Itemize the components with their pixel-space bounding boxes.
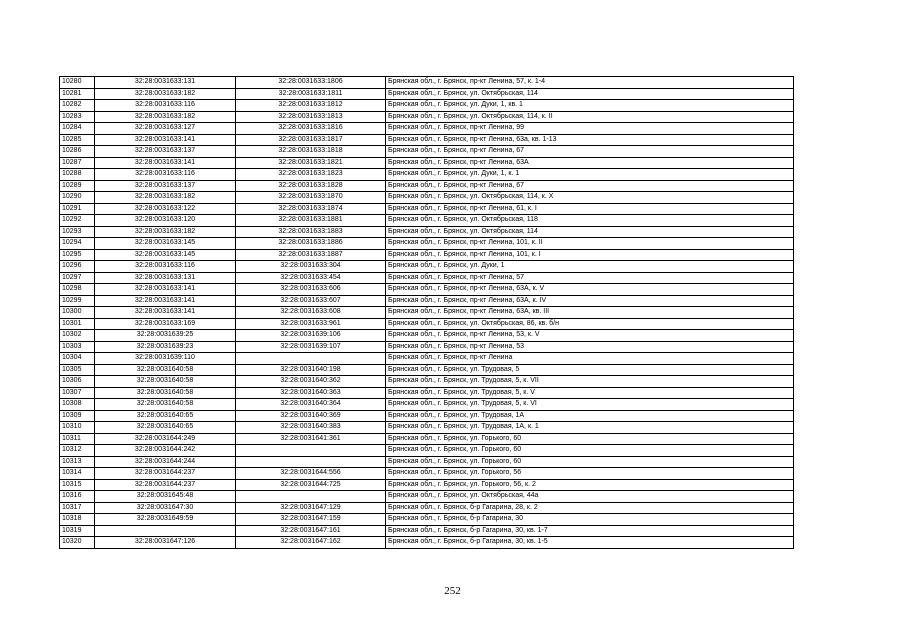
source-parcel-cell: 32:28:0031639:110	[95, 353, 236, 365]
table-row	[60, 295, 794, 307]
address-cell: Брянская обл., г. Брянск, ул. Горького, 60	[386, 445, 794, 457]
cadastral-number-cell: 32:28:0031633:1806	[236, 77, 386, 89]
address-cell: Брянская обл., г. Брянск, ул. Октябрьская, 86, кв. б/н	[386, 318, 794, 330]
row-number-cell: 10287	[60, 157, 95, 169]
row-number-cell: 10289	[60, 180, 95, 192]
address-cell: Брянская обл., г. Брянск, пр-кт Ленина, 63А, к. V	[386, 284, 794, 296]
row-number-cell: 10313	[60, 456, 95, 468]
row-number-cell: 10308	[60, 399, 95, 411]
cadastral-number-cell: 32:28:0031633:1881	[236, 215, 386, 227]
row-number-cell: 10292	[60, 215, 95, 227]
cadastral-number-cell: 32:28:0031633:1823	[236, 169, 386, 181]
row-number-cell: 10283	[60, 111, 95, 123]
table-row	[60, 203, 794, 215]
table-row	[60, 272, 794, 284]
source-parcel-cell: 32:28:0031633:137	[95, 146, 236, 158]
address-cell: Брянская обл., г. Брянск, ул. Горького, 60	[386, 433, 794, 445]
table-row	[60, 88, 794, 100]
row-number-cell: 10320	[60, 537, 95, 549]
table-row	[60, 157, 794, 169]
address-cell: Брянская обл., г. Брянск, ул. Горького, 56	[386, 468, 794, 480]
cadastral-number-cell: 32:28:0031633:1883	[236, 226, 386, 238]
row-number-cell: 10311	[60, 433, 95, 445]
source-parcel-cell: 32:28:0031633:120	[95, 215, 236, 227]
row-number-cell: 10282	[60, 100, 95, 112]
source-parcel-cell: 32:28:0031640:58	[95, 399, 236, 411]
source-parcel-cell: 32:28:0031633:141	[95, 134, 236, 146]
source-parcel-cell: 32:28:0031647:126	[95, 537, 236, 549]
address-cell: Брянская обл., г. Брянск, пр-кт Ленина, 63А, к. IV	[386, 295, 794, 307]
cadastral-number-cell: 32:28:0031633:1887	[236, 249, 386, 261]
address-cell: Брянская обл., г. Брянск, пр-кт Ленина, 63А, кв. III	[386, 307, 794, 319]
address-cell: Брянская обл., г. Брянск, ул. Трудовая, 5, к. VII	[386, 376, 794, 388]
row-number-cell: 10315	[60, 479, 95, 491]
source-parcel-cell: 32:28:0031633:141	[95, 157, 236, 169]
row-number-cell: 10318	[60, 514, 95, 526]
row-number-cell: 10305	[60, 364, 95, 376]
address-cell: Брянская обл., г. Брянск, пр-кт Ленина, 53	[386, 341, 794, 353]
cadastral-number-cell: 32:28:0031633:1886	[236, 238, 386, 250]
table-row	[60, 491, 794, 503]
row-number-cell: 10319	[60, 525, 95, 537]
cadastral-number-cell: 32:28:0031633:1874	[236, 203, 386, 215]
row-number-cell: 10290	[60, 192, 95, 204]
source-parcel-cell: 32:28:0031644:249	[95, 433, 236, 445]
row-number-cell: 10299	[60, 295, 95, 307]
table-row	[60, 146, 794, 158]
cadastral-number-cell	[236, 445, 386, 457]
address-cell: Брянская обл., г. Брянск, ул. Дуки, 1, к. 1	[386, 169, 794, 181]
cadastral-number-cell: 32:28:0031647:162	[236, 537, 386, 549]
source-parcel-cell: 32:28:0031649:59	[95, 514, 236, 526]
address-cell: Брянская обл., г. Брянск, б-р Гагарина, 28, к. 2	[386, 502, 794, 514]
cadastral-number-cell: 32:28:0031633:1818	[236, 146, 386, 158]
source-parcel-cell: 32:28:0031633:182	[95, 111, 236, 123]
address-cell: Брянская обл., г. Брянск, пр-кт Ленина	[386, 353, 794, 365]
source-parcel-cell: 32:28:0031633:116	[95, 261, 236, 273]
address-cell: Брянская обл., г. Брянск, ул. Трудовая, 1А, к. 1	[386, 422, 794, 434]
registry-table-body	[60, 77, 794, 549]
source-parcel-cell: 32:28:0031640:58	[95, 376, 236, 388]
cadastral-number-cell: 32:28:0031639:106	[236, 330, 386, 342]
row-number-cell: 10306	[60, 376, 95, 388]
table-row	[60, 422, 794, 434]
source-parcel-cell: 32:28:0031633:141	[95, 284, 236, 296]
cadastral-number-cell: 32:28:0031641:361	[236, 433, 386, 445]
row-number-cell: 10294	[60, 238, 95, 250]
table-row	[60, 364, 794, 376]
row-number-cell: 10281	[60, 88, 95, 100]
source-parcel-cell	[95, 525, 236, 537]
source-parcel-cell: 32:28:0031633:145	[95, 249, 236, 261]
cadastral-number-cell: 32:28:0031640:364	[236, 399, 386, 411]
table-row	[60, 261, 794, 273]
table-row	[60, 226, 794, 238]
source-parcel-cell: 32:28:0031633:137	[95, 180, 236, 192]
row-number-cell: 10280	[60, 77, 95, 89]
source-parcel-cell: 32:28:0031633:169	[95, 318, 236, 330]
address-cell: Брянская обл., г. Брянск, ул. Горького, 60	[386, 456, 794, 468]
row-number-cell: 10317	[60, 502, 95, 514]
table-row	[60, 249, 794, 261]
source-parcel-cell: 32:28:0031633:131	[95, 272, 236, 284]
cadastral-number-cell: 32:28:0031633:1870	[236, 192, 386, 204]
source-parcel-cell: 32:28:0031644:244	[95, 456, 236, 468]
row-number-cell: 10297	[60, 272, 95, 284]
cadastral-number-cell: 32:28:0031633:608	[236, 307, 386, 319]
row-number-cell: 10300	[60, 307, 95, 319]
row-number-cell: 10302	[60, 330, 95, 342]
source-parcel-cell: 32:28:0031633:127	[95, 123, 236, 135]
cadastral-number-cell: 32:28:0031640:369	[236, 410, 386, 422]
table-row	[60, 479, 794, 491]
row-number-cell: 10303	[60, 341, 95, 353]
row-number-cell: 10301	[60, 318, 95, 330]
table-row	[60, 445, 794, 457]
source-parcel-cell: 32:28:0031644:237	[95, 468, 236, 480]
address-cell: Брянская обл., г. Брянск, пр-кт Ленина, 67	[386, 180, 794, 192]
address-cell: Брянская обл., г. Брянск, пр-кт Ленина, 101, к. II	[386, 238, 794, 250]
cadastral-number-cell: 32:28:0031647:129	[236, 502, 386, 514]
row-number-cell: 10304	[60, 353, 95, 365]
page-number: 252	[444, 585, 461, 597]
cadastral-number-cell	[236, 491, 386, 503]
cadastral-number-cell: 32:28:0031639:107	[236, 341, 386, 353]
table-row	[60, 399, 794, 411]
table-row	[60, 433, 794, 445]
address-cell: Брянская обл., г. Брянск, ул. Трудовая, 1А	[386, 410, 794, 422]
table-row	[60, 134, 794, 146]
cadastral-number-cell: 32:28:0031633:1828	[236, 180, 386, 192]
table-row	[60, 525, 794, 537]
table-row	[60, 123, 794, 135]
table-row	[60, 468, 794, 480]
cadastral-number-cell: 32:28:0031633:1817	[236, 134, 386, 146]
cadastral-number-cell: 32:28:0031633:1821	[236, 157, 386, 169]
address-cell: Брянская обл., г. Брянск, ул. Октябрьская, 118	[386, 215, 794, 227]
address-cell: Брянская обл., г. Брянск, ул. Трудовая, 5	[386, 364, 794, 376]
row-number-cell: 10309	[60, 410, 95, 422]
address-cell: Брянская обл., г. Брянск, пр-кт Ленина, 57	[386, 272, 794, 284]
row-number-cell: 10288	[60, 169, 95, 181]
row-number-cell: 10286	[60, 146, 95, 158]
source-parcel-cell: 32:28:0031647:30	[95, 502, 236, 514]
cadastral-number-cell: 32:28:0031633:304	[236, 261, 386, 273]
cadastral-number-cell: 32:28:0031640:383	[236, 422, 386, 434]
cadastral-number-cell: 32:28:0031633:1813	[236, 111, 386, 123]
address-cell: Брянская обл., г. Брянск, ул. Октябрьская, 114	[386, 88, 794, 100]
address-cell: Брянская обл., г. Брянск, ул. Трудовая, 5, к. V	[386, 387, 794, 399]
table-row	[60, 100, 794, 112]
source-parcel-cell: 32:28:0031633:182	[95, 192, 236, 204]
cadastral-number-cell: 32:28:0031647:159	[236, 514, 386, 526]
row-number-cell: 10310	[60, 422, 95, 434]
table-row	[60, 502, 794, 514]
table-row	[60, 330, 794, 342]
row-number-cell: 10296	[60, 261, 95, 273]
cadastral-number-cell: 32:28:0031640:198	[236, 364, 386, 376]
source-parcel-cell: 32:28:0031640:65	[95, 410, 236, 422]
row-number-cell: 10307	[60, 387, 95, 399]
row-number-cell: 10312	[60, 445, 95, 457]
cadastral-number-cell: 32:28:0031640:363	[236, 387, 386, 399]
table-row	[60, 353, 794, 365]
table-row	[60, 387, 794, 399]
registry-table	[59, 76, 794, 549]
source-parcel-cell: 32:28:0031633:141	[95, 295, 236, 307]
address-cell: Брянская обл., г. Брянск, пр-кт Ленина, 57, к. 1-4	[386, 77, 794, 89]
address-cell: Брянская обл., г. Брянск, пр-кт Ленина, 63А	[386, 157, 794, 169]
table-row	[60, 192, 794, 204]
row-number-cell: 10291	[60, 203, 95, 215]
address-cell: Брянская обл., г. Брянск, пр-кт Ленина, 53, к. V	[386, 330, 794, 342]
address-cell: Брянская обл., г. Брянск, пр-кт Ленина, 101, к. I	[386, 249, 794, 261]
cadastral-number-cell: 32:28:0031633:606	[236, 284, 386, 296]
cadastral-number-cell: 32:28:0031633:1816	[236, 123, 386, 135]
address-cell: Брянская обл., г. Брянск, б-р Гагарина, 30, кв. 1-7	[386, 525, 794, 537]
table-row	[60, 537, 794, 549]
address-cell: Брянская обл., г. Брянск, б-р Гагарина, 30	[386, 514, 794, 526]
table-row	[60, 169, 794, 181]
row-number-cell: 10298	[60, 284, 95, 296]
source-parcel-cell: 32:28:0031640:65	[95, 422, 236, 434]
cadastral-number-cell: 32:28:0031644:556	[236, 468, 386, 480]
table-row	[60, 318, 794, 330]
cadastral-number-cell	[236, 456, 386, 468]
address-cell: Брянская обл., г. Брянск, б-р Гагарина, 30, кв. 1-5	[386, 537, 794, 549]
source-parcel-cell: 32:28:0031633:116	[95, 169, 236, 181]
row-number-cell: 10293	[60, 226, 95, 238]
source-parcel-cell: 32:28:0031640:58	[95, 387, 236, 399]
row-number-cell: 10295	[60, 249, 95, 261]
cadastral-number-cell: 32:28:0031647:161	[236, 525, 386, 537]
source-parcel-cell: 32:28:0031645:48	[95, 491, 236, 503]
address-cell: Брянская обл., г. Брянск, пр-кт Ленина, 67	[386, 146, 794, 158]
address-cell: Брянская обл., г. Брянск, ул. Дуки, 1, кв. 1	[386, 100, 794, 112]
cadastral-number-cell: 32:28:0031644:725	[236, 479, 386, 491]
source-parcel-cell: 32:28:0031644:237	[95, 479, 236, 491]
cadastral-number-cell: 32:28:0031633:1811	[236, 88, 386, 100]
cadastral-number-cell: 32:28:0031640:362	[236, 376, 386, 388]
source-parcel-cell: 32:28:0031633:122	[95, 203, 236, 215]
source-parcel-cell: 32:28:0031633:116	[95, 100, 236, 112]
address-cell: Брянская обл., г. Брянск, ул. Октябрьская, 114	[386, 226, 794, 238]
table-row	[60, 238, 794, 250]
source-parcel-cell: 32:28:0031633:131	[95, 77, 236, 89]
source-parcel-cell: 32:28:0031639:23	[95, 341, 236, 353]
table-row	[60, 111, 794, 123]
address-cell: Брянская обл., г. Брянск, ул. Дуки, 1	[386, 261, 794, 273]
source-parcel-cell: 32:28:0031633:145	[95, 238, 236, 250]
row-number-cell: 10314	[60, 468, 95, 480]
table-row	[60, 284, 794, 296]
cadastral-number-cell: 32:28:0031633:607	[236, 295, 386, 307]
address-cell: Брянская обл., г. Брянск, пр-кт Ленина, 63а, кв. 1-13	[386, 134, 794, 146]
table-row	[60, 376, 794, 388]
address-cell: Брянская обл., г. Брянск, пр-кт Ленина, 61, к. I	[386, 203, 794, 215]
address-cell: Брянская обл., г. Брянск, ул. Горького, 56, к. 2	[386, 479, 794, 491]
address-cell: Брянская обл., г. Брянск, ул. Октябрьская, 114, к. II	[386, 111, 794, 123]
address-cell: Брянская обл., г. Брянск, ул. Трудовая, 5, к. VI	[386, 399, 794, 411]
source-parcel-cell: 32:28:0031633:182	[95, 226, 236, 238]
address-cell: Брянская обл., г. Брянск, пр-кт Ленина, 99	[386, 123, 794, 135]
table-row	[60, 180, 794, 192]
source-parcel-cell: 32:28:0031633:182	[95, 88, 236, 100]
cadastral-number-cell	[236, 353, 386, 365]
table-row	[60, 215, 794, 227]
table-row	[60, 514, 794, 526]
source-parcel-cell: 32:28:0031633:141	[95, 307, 236, 319]
row-number-cell: 10285	[60, 134, 95, 146]
source-parcel-cell: 32:28:0031639:25	[95, 330, 236, 342]
cadastral-number-cell: 32:28:0031633:961	[236, 318, 386, 330]
cadastral-number-cell: 32:28:0031633:1812	[236, 100, 386, 112]
row-number-cell: 10284	[60, 123, 95, 135]
row-number-cell: 10316	[60, 491, 95, 503]
address-cell: Брянская обл., г. Брянск, ул. Октябрьская, 44а	[386, 491, 794, 503]
table-row	[60, 410, 794, 422]
cadastral-number-cell: 32:28:0031633:454	[236, 272, 386, 284]
table-row	[60, 307, 794, 319]
table-row	[60, 456, 794, 468]
table-row	[60, 341, 794, 353]
source-parcel-cell: 32:28:0031644:242	[95, 445, 236, 457]
address-cell: Брянская обл., г. Брянск, ул. Октябрьская, 114, к. X	[386, 192, 794, 204]
table-row	[60, 77, 794, 89]
source-parcel-cell: 32:28:0031640:58	[95, 364, 236, 376]
